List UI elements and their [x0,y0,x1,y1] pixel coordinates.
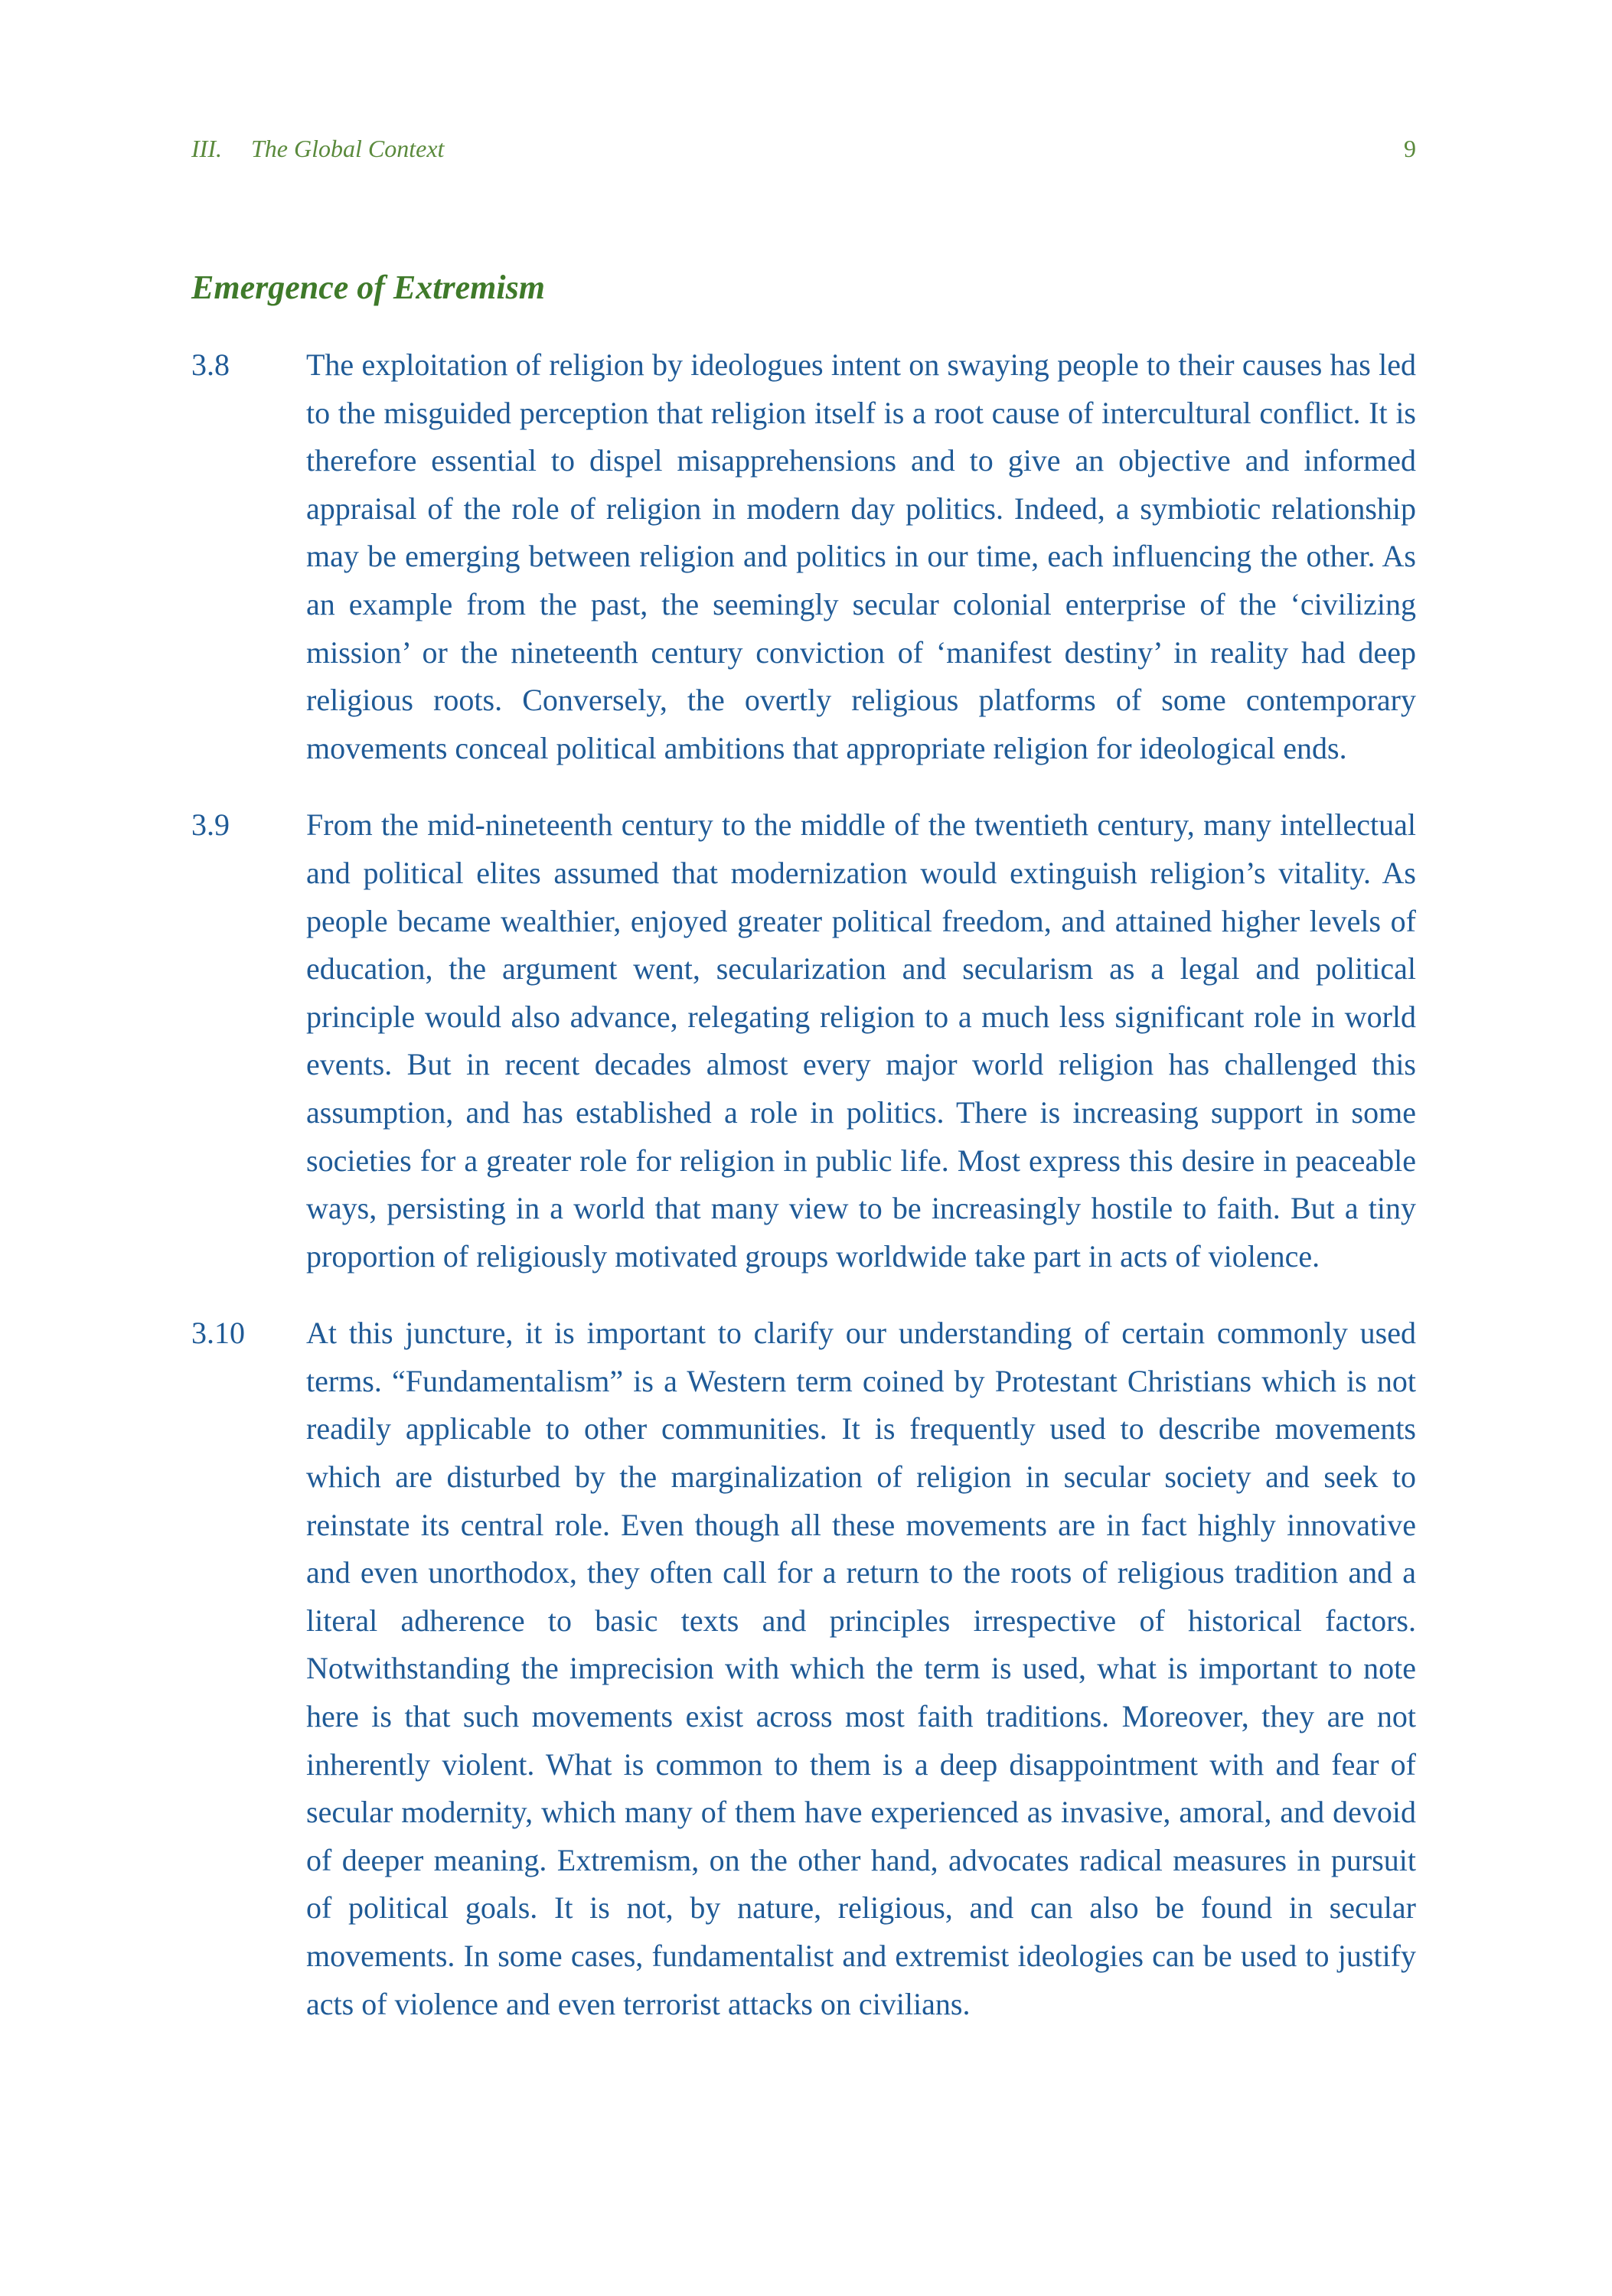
paragraph-text: At this juncture, it is important to clarify our understanding of certain commonly used terms. “Fundamentalism” is a Western term coined by Protestant Christians which is not readily applicable to other communities. It is frequently used to describe movements which are disturbed by the marginalization of religion in secular society and seek to reinstate its central role. Even though all these movements are in fact highly innovative and even unorthodox, they often call for a return to the roots of religious tradition and a literal adherence to basic texts and principles irrespective of historical factors. Notwithstanding the imprecision with which the term is used, what is important to note here is that such movements exist across most faith traditions. Moreover, they are not inherently violent. What is common to them is a deep disappointment with and fear of secular modernity, which many of them have experienced as invasive, amoral, and devoid of deeper meaning. Extremism, on the other hand, advocates radical measures in pursuit of political goals. It is not, by nature, religious, and can also be found in secular movements. In some cases, fundamentalist and extremist ideologies can be used to justify acts of violence and even terrorist attacks on civilians. [306,1316,1416,2021]
running-head-section-number: III. [191,135,222,162]
paragraph-text: From the mid-nineteenth century to the middle of the twentieth century, many intellectual and political elites assumed that modernization would extinguish religion’s vitality. As people became wealthier, enjoyed greater political freedom, and attained higher levels of education, the argument went, secularization and secularism as a legal and political principle would also advance, relegating religion to a much less significant role in world events. But in recent decades almost every major world religion has challenged this assumption, and has established a role in politics. There is increasing support in some societies for a greater role for religion in public life. Most express this desire in peaceable ways, persisting in a world that many view to be increasingly hostile to faith. But a tiny proportion of religiously motivated groups worldwide take part in acts of violence. [306,807,1416,1274]
numbered-paragraph [191,801,1416,1280]
numbered-paragraph [191,1309,1416,2028]
page-number: 9 [1404,135,1416,162]
running-head [191,132,1416,165]
paragraph-number: 3.8 [191,347,230,382]
numbered-paragraph [191,341,1416,772]
page-body [191,341,1416,2028]
paragraph-text: The exploitation of religion by ideologues intent on swaying people to their causes has led to the misguided perception that religion itself is a root cause of intercultural conflict. It is therefore essential to dispel misapprehensions and to give an objective and informed appraisal of the role of religion in modern day politics. Indeed, a symbiotic relationship may be emerging between religion and politics in our time, each influencing the other. As an example from the past, the seemingly secular colonial enterprise of the ‘civilizing mission’ or the nineteenth century conviction of ‘manifest destiny’ in reality had deep religious roots. Conversely, the overtly religious platforms of some contemporary movements conceal political ambitions that appropriate religion for ideological ends. [306,347,1416,765]
paragraph-number: 3.10 [191,1316,245,1351]
paragraph-number: 3.9 [191,807,230,843]
running-head-section-title: The Global Context [251,135,445,162]
section-heading: Emergence of Extremism [191,269,545,306]
